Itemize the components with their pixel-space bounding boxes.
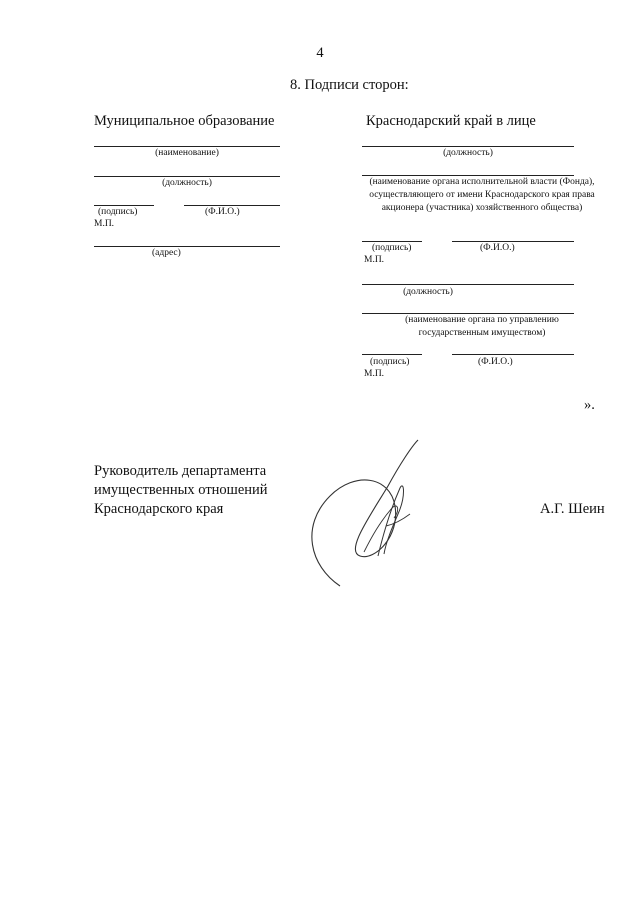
address-line [94, 246, 280, 247]
right-title: Краснодарский край в лице [366, 113, 536, 129]
right-position-line-2 [362, 284, 574, 285]
right-seal-mark-1: М.П. [364, 255, 385, 265]
closing-quote: ». [584, 397, 595, 413]
right-signature-caption-2: (подпись) [370, 357, 410, 367]
seal-mark: М.П. [94, 219, 115, 229]
section-heading: 8. Подписи сторон: [290, 77, 409, 93]
handwritten-signature [300, 436, 430, 596]
left-title: Муниципальное образование [94, 113, 275, 129]
name-caption: (наименование) [155, 148, 219, 158]
signature-caption: (подпись) [98, 207, 138, 217]
signatory-line-1: Руководитель департамента [94, 463, 267, 479]
right-seal-mark-2: М.П. [364, 369, 385, 379]
right-fio-line-2 [452, 354, 574, 355]
fio-caption: (Ф.И.О.) [205, 207, 240, 217]
signatory-line-2: имущественных отношений [94, 482, 268, 498]
right-signature-caption-1: (подпись) [372, 243, 412, 253]
address-caption: (адрес) [152, 248, 181, 258]
property-body-caption: (наименование органа по управлению государственным имуществом) [405, 315, 559, 338]
position-caption: (должность) [162, 178, 212, 188]
authority-caption: (наименование органа исполнительной власти (Фонда), осуществляющего от имени Краснодарского края права акционера (участника) хозяйственного общества) [369, 177, 595, 213]
signatory-name: А.Г. Шеин [540, 501, 605, 517]
signatory-title [94, 462, 268, 519]
right-position-caption-2: (должность) [403, 287, 453, 297]
right-fio-caption-1: (Ф.И.О.) [480, 243, 515, 253]
right-position-caption-1: (должность) [443, 148, 493, 158]
page-number: 4 [316, 45, 324, 61]
right-fio-caption-2: (Ф.И.О.) [478, 357, 513, 367]
right-signature-line-2 [362, 354, 422, 355]
signatory-line-3: Краснодарского края [94, 501, 224, 517]
